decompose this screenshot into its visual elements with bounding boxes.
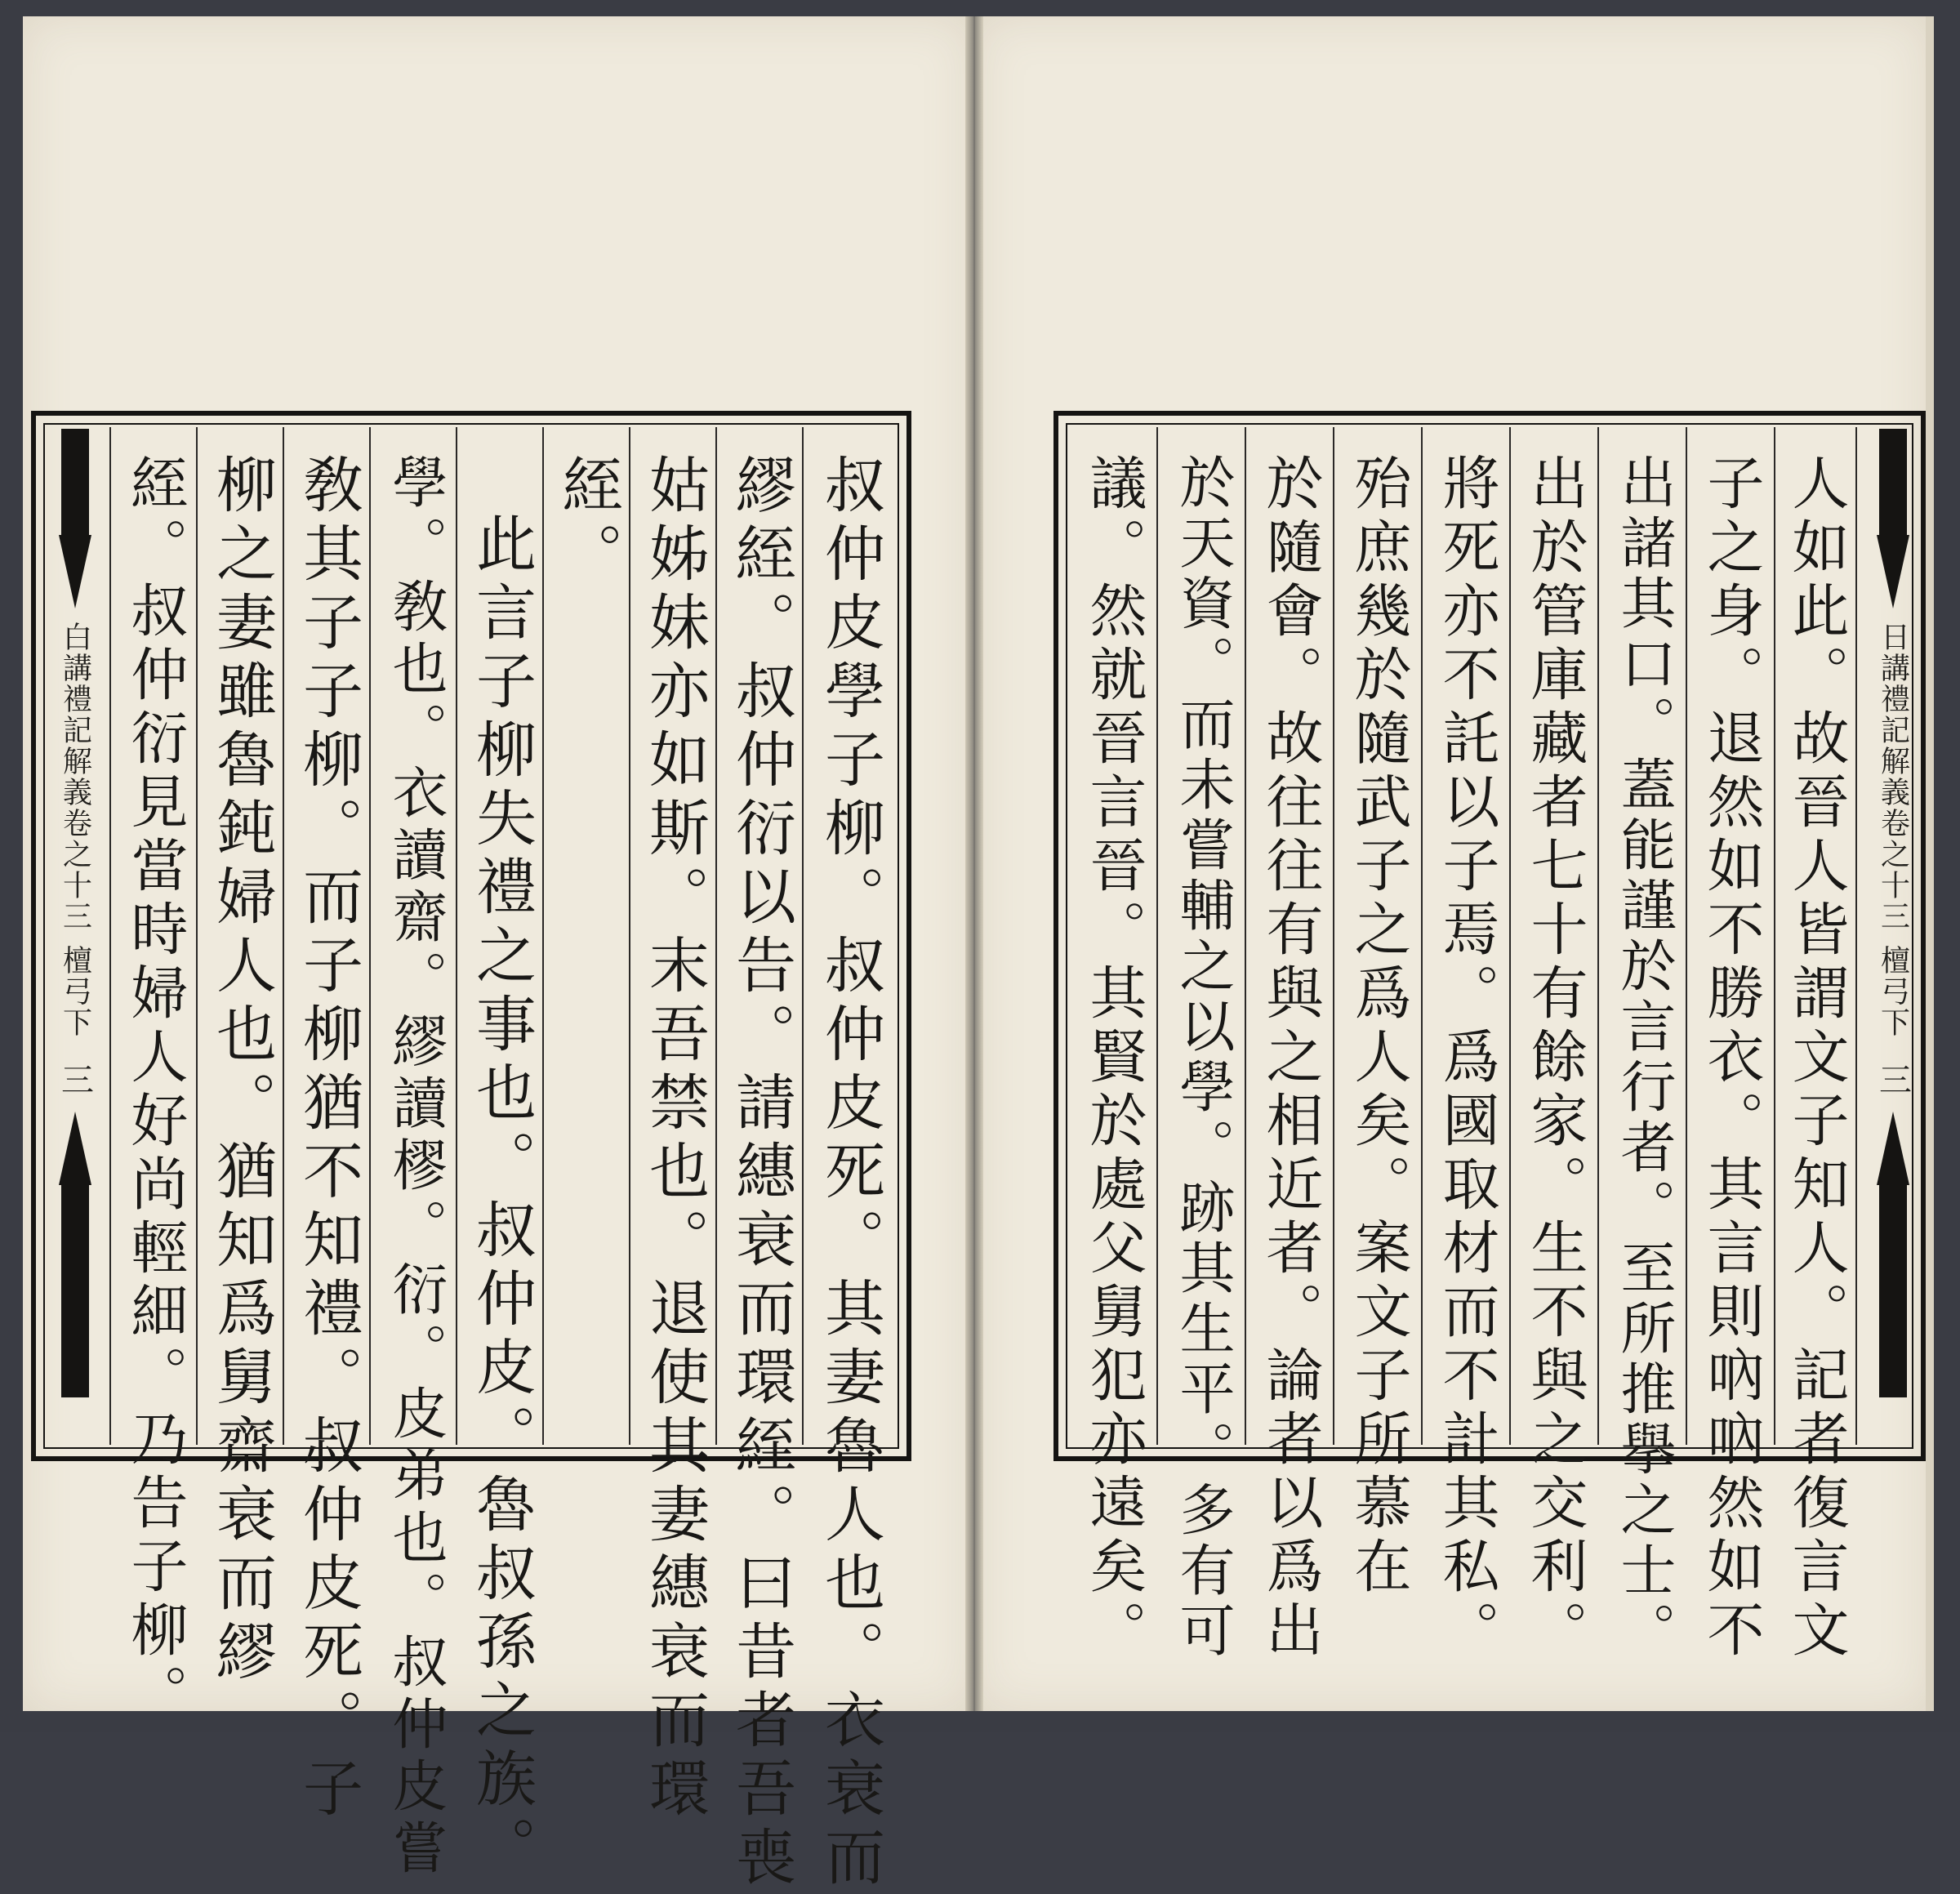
text-column [287,427,369,1825]
text-column [1160,427,1245,1662]
text-column [201,427,283,1688]
fish-tail-mark [59,535,91,608]
column-rule [542,427,544,1445]
column-text: 柳之妻雖魯鈍婦人也。猶知爲舅齋衰而繆 [207,453,277,1688]
column-rule [456,427,457,1445]
fish-tail-mark [59,1112,91,1185]
column-rule [196,427,198,1445]
banxin-page-number: 三 [56,1063,94,1095]
column-rule [1333,427,1334,1445]
column-rule [1774,427,1775,1445]
fish-tail-mark [1879,429,1907,535]
column-rule [1597,427,1599,1445]
text-column [807,427,893,1894]
column-text: 敎其子子柳。而子柳猶不知禮。叔仲皮死。子 [293,453,363,1825]
text-column [1777,427,1855,1664]
right-text-frame [1054,411,1926,1664]
column-text: 出諸其口。蓋能謹於言行者。至所推擧之士。 [1611,453,1676,1662]
text-column [1071,427,1156,1664]
column-text: 叔仲皮學子柳。叔仲皮死。其妻魯人也。衣衰而 [815,453,885,1894]
fish-tail-mark [1877,1112,1909,1185]
fish-tail-mark [1877,535,1909,608]
column-text: 人如此。故晉人皆謂文子知人。記者復言文 [1783,453,1850,1664]
column-rule [369,427,371,1445]
column-rule [1686,427,1687,1445]
column-text: 將死亦不託以子焉。爲國取材而不計其私。 [1433,453,1500,1664]
text-column [114,427,196,1727]
column-text: 絰。 [553,453,623,590]
text-column [1336,427,1421,1600]
column-text: 繆絰。叔仲衍以告。請繐衰而環絰。曰昔者吾喪 [726,453,796,1894]
column-rule [283,427,284,1445]
column-text: 此言子柳失禮之事也。叔仲皮。魯叔孫之族。 [466,512,537,1884]
column-rule [715,427,717,1445]
banxin-title: 白講禮記解義卷之十三 [58,622,92,932]
column-text: 姑姊妹亦如斯。末吾禁也。退使其妻繐衰而環 [639,453,710,1825]
column-rule [1245,427,1246,1445]
column-rule [109,427,111,1445]
banxin-title: 日講禮記解義卷之十三 [1876,622,1910,932]
fish-tail-mark [1879,1185,1907,1397]
column-rule [629,427,630,1445]
text-column [1424,427,1509,1664]
book-gutter [965,16,983,1711]
text-column [634,427,715,1825]
banxin-page-number: 三 [1873,1063,1912,1095]
text-column [547,427,629,1445]
right-banxin [1860,427,1926,1445]
text-column [1248,427,1333,1664]
column-text: 議。然就晉言晉。其賢於處父舅犯亦遠矣。 [1080,453,1147,1664]
fish-tail-mark [61,429,89,535]
column-text: 絰。叔仲衍見當時婦人好尚輕細。乃告子柳。 [122,453,189,1727]
column-text: 學。敎也。衣讀齋。繆讀樛。衍。皮弟也。叔仲皮嘗 [383,453,448,1881]
column-rule [1855,427,1857,1445]
column-rule [1156,427,1158,1445]
text-column [1689,427,1774,1664]
banxin-section: 檀弓下 [58,945,92,1038]
column-rule [1421,427,1423,1445]
column-text: 子之身。退然如不勝衣。其言則吶吶然如不 [1698,453,1765,1664]
banxin-section: 檀弓下 [1876,945,1910,1038]
left-text-frame [31,411,911,1894]
text-column [374,427,456,1881]
fish-tail-mark [61,1185,89,1397]
text-column [720,427,802,1894]
page-edge [1926,16,1934,1711]
column-text: 出於管庫藏者七十有餘家。生不與之交利。 [1521,453,1588,1664]
text-column [461,427,542,1884]
left-banxin [42,427,108,1445]
column-text: 於天資。而未嘗輔之以學。跡其生平。多有可 [1170,453,1235,1662]
text-column [1601,427,1686,1662]
column-rule [802,427,804,1445]
text-column [1512,427,1597,1664]
column-text: 殆庶幾於隨武子之爲人矣。案文子所慕在 [1345,453,1412,1600]
column-rule [1509,427,1511,1445]
column-text: 於隨會。故往往有與之相近者。論者以爲出 [1257,453,1324,1664]
